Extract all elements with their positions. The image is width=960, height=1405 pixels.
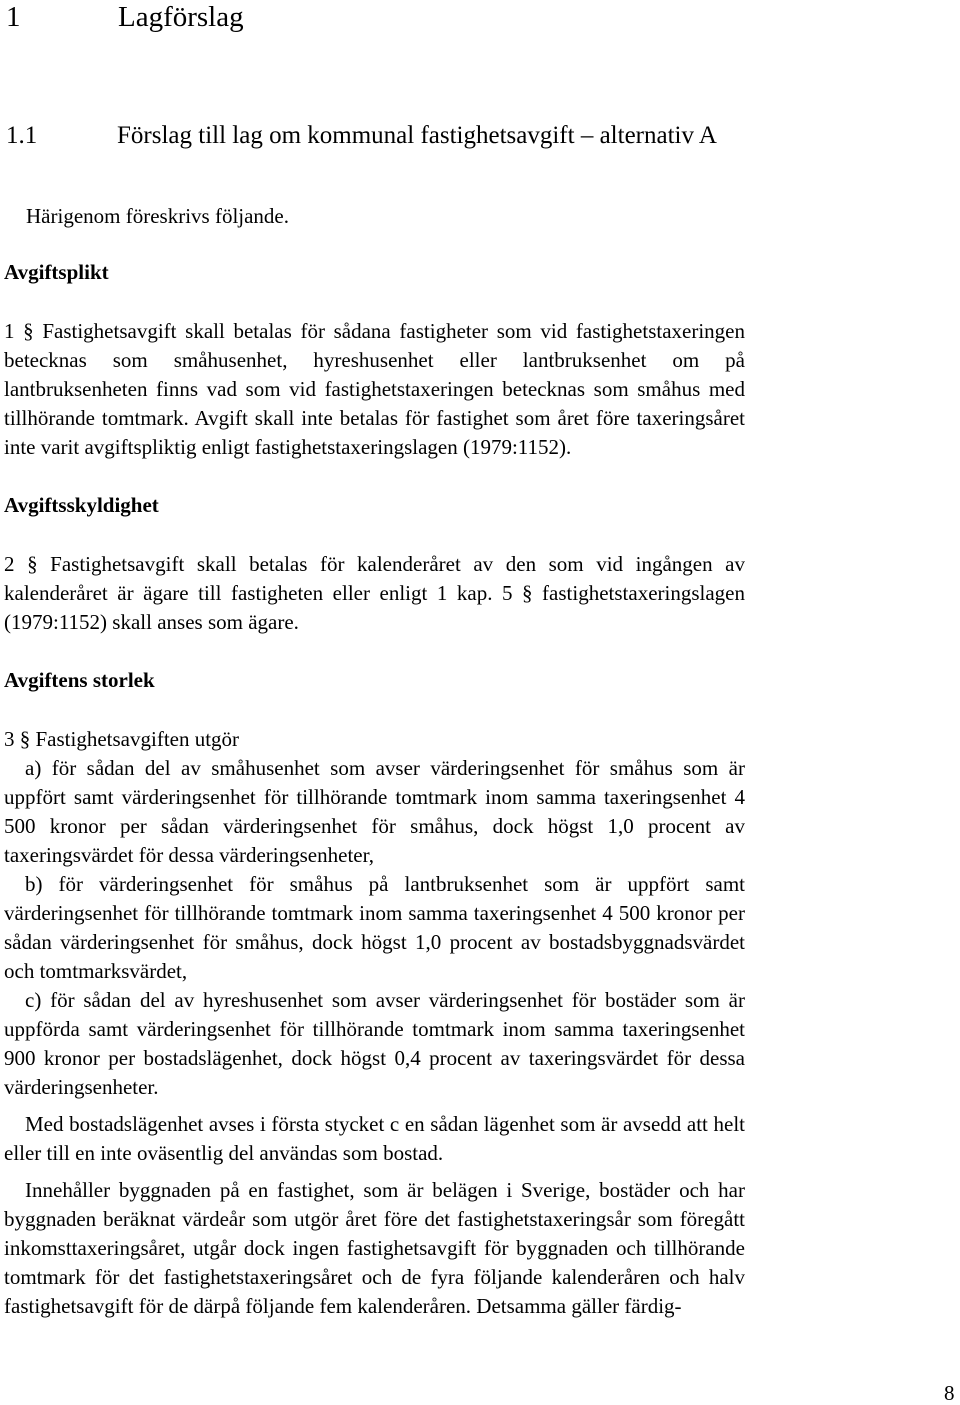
paragraph-1: 1 § Fastighetsavgift skall betalas för sådana fastigheter som vid fastighetstaxeringen betecknas som småhusenhet, hyreshusenhet eller lantbruksenhet om på lantbruksenheten finns vad som vid fastighetstaxeringen betecknas som småhus med tillhörande tomtmark. Avgift skall inte betalas för fastighet som året före taxeringsåret inte varit avgiftspliktig enligt fastighetstaxeringslagen (1979:1152). xyxy=(4,319,745,459)
list-item-c: c) för sådan del av hyreshusenhet som avser värderingsenhet för bostäder som är uppförda samt värderingsenhet för tillhörande tomtmark inom samma taxeringsenhet 900 kronor per bostadslägenhet, dock högst 0,4 procent av taxeringsvärdet för dessa värderingsenheter. xyxy=(4,988,745,1099)
list-item-a: a) för sådan del av småhusenhet som avser värderingsenhet för småhus som är uppfört samt värderingsenhet för tillhörande tomtmark inom samma taxeringsenhet 4 500 kronor per sådan värderingsenhet för småhus, dock högst 1,0 procent av taxeringsvärdet för dessa värderingsenheter, xyxy=(4,756,745,867)
body-text xyxy=(4,258,745,1321)
heading-avgiftsskyldighet: Avgiftsskyldighet xyxy=(4,493,159,517)
section-number: 1.1 xyxy=(6,122,38,149)
intro-text: Härigenom föreskrivs följande. xyxy=(26,204,290,228)
chapter-title: Lagförslag xyxy=(118,1,244,33)
page-number: 8 xyxy=(944,1381,955,1405)
list-item-b: b) för värderingsenhet för småhus på lantbruksenhet som är uppfört samt värderingsenhet för tillhörande tomtmark inom samma taxeringsenhet 4 500 kronor per sådan värderingsenhet för småhus, dock högst 1,0 procent av bostadsbyggnadsvärdet och tomtmarksvärdet, xyxy=(4,872,745,983)
chapter-number: 1 xyxy=(6,1,21,33)
paragraph-4: Med bostadslägenhet avses i första stycket c en sådan lägenhet som är avsedd att helt eller till en inte oväsentlig del användas som bostad. xyxy=(4,1112,745,1165)
heading-avgiftsplikt: Avgiftsplikt xyxy=(4,260,109,284)
heading-avgiftens-storlek: Avgiftens storlek xyxy=(4,668,155,692)
section-heading xyxy=(6,118,737,153)
paragraph-3: 3 § Fastighetsavgiften utgör xyxy=(4,727,240,751)
section-title: Förslag till lag om kommunal fastighetsavgift – alternativ A xyxy=(117,122,717,149)
paragraph-2: 2 § Fastighetsavgift skall betalas för kalenderåret av den som vid ingången av kalenderåret är ägare till fastigheten eller enligt 1 kap. 5 § fastighetstaxeringslagen (1979:1152) skall anses som ägare. xyxy=(4,552,745,634)
chapter-heading xyxy=(6,0,244,34)
paragraph-5: Innehåller byggnaden på en fastighet, som är belägen i Sverige, bostäder och har byggnaden beräknat värdeår som utgör året före det fastighetstaxeringsår som föregått inkomsttaxeringsåret, utgår dock ingen fastighetsavgift för byggnaden och tillhörande tomtmark för det fastighetstaxeringsåret och de fyra följande kalenderåren och halv fastighetsavgift för de därpå följande fem kalenderåren. Detsamma gäller färdig- xyxy=(4,1178,745,1318)
